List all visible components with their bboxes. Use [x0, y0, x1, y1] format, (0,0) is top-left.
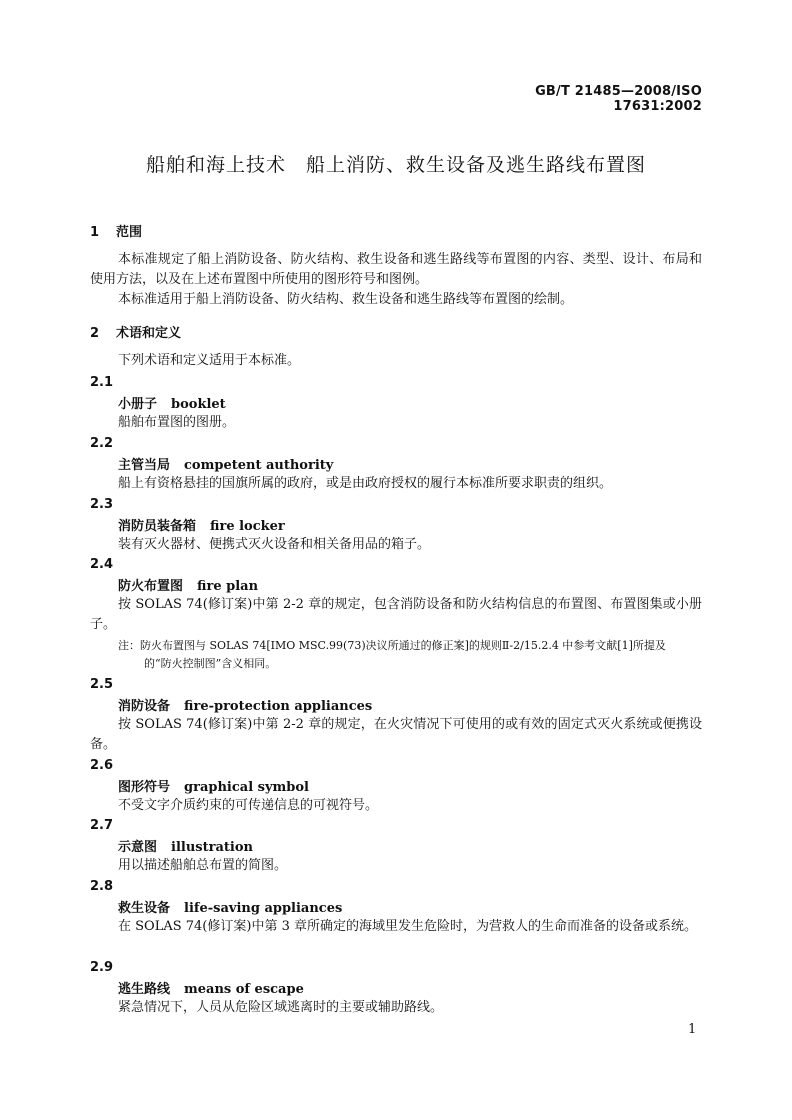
entry-number: 2.6 — [90, 758, 114, 773]
term-definition: 装有灭火器材、便携式灭火设备和相关备用品的箱子。 — [118, 537, 431, 552]
term-en: fire-protection appliances — [184, 699, 373, 714]
term-note — [118, 637, 702, 673]
entry-number: 2.3 — [90, 497, 114, 512]
term-heading — [118, 575, 258, 594]
scope-paragraph-2: 本标准适用于船上消防设备、防火结构、救生设备和逃生路线等布置图的绘制。 — [118, 292, 574, 307]
terms-intro: 下列术语和定义适用于本标准。 — [118, 353, 301, 368]
term-definition: 紧急情况下，人员从危险区域逃离时的主要或辅助路线。 — [118, 1000, 444, 1015]
term-heading — [118, 393, 226, 412]
term-en: fire plan — [197, 579, 259, 594]
entry-number: 2.9 — [90, 960, 114, 975]
document-title: 船舶和海上技术 船上消防、救生设备及逃生路线布置图 — [145, 154, 646, 176]
term-definition: 用以描述船舶总布置的简图。 — [118, 858, 288, 873]
page-number: 1 — [688, 1022, 697, 1037]
term-heading — [118, 836, 253, 855]
entry-number: 2.4 — [90, 557, 114, 572]
term-definition: 在 SOLAS 74(修订案)中第 3 章所确定的海域里发生危险时，为营救人的生命而准备的设备或系统。 — [118, 919, 697, 934]
term-heading — [118, 897, 342, 916]
scope-paragraph-1: 本标准规定了船上消防设备、防火结构、救生设备和逃生路线等布置图的内容、类型、设计、布局和使用方法，以及在上述布置图中所使用的图形符号和图例。 — [90, 252, 702, 287]
note-line-2: 的“防火控制图”含义相同。 — [144, 657, 277, 670]
term-heading — [118, 515, 285, 534]
term-zh: 防火布置图 — [118, 579, 184, 594]
term-definition: 船舶布置图的图册。 — [118, 415, 236, 430]
term-definition: 船上有资格悬挂的国旗所属的政府，或是由政府授权的履行本标准所要求职责的组织。 — [118, 476, 613, 491]
section-heading-scope — [90, 221, 142, 240]
term-heading — [118, 776, 309, 795]
term-zh: 消防员装备箱 — [118, 519, 197, 534]
entry-number: 2.8 — [90, 879, 114, 894]
term-definition: 按 SOLAS 74(修订案)中第 2-2 章的规定，包含消防设备和防火结构信息的布置图、布置图集或小册子。 — [90, 597, 702, 632]
section-number: 1 — [90, 225, 100, 240]
note-line-1: 注：防火布置图与 SOLAS 74[IMO MSC.99(73)决议所通过的修正案]的规则Ⅱ-2/15.2.4 中参考文献[1]所提及 — [118, 639, 666, 652]
term-en: illustration — [171, 840, 253, 855]
term-zh: 图形符号 — [118, 780, 171, 795]
term-zh: 小册子 — [118, 397, 158, 412]
term-zh: 逃生路线 — [118, 982, 171, 997]
entry-number: 2.7 — [90, 818, 114, 833]
term-en: booklet — [171, 397, 226, 412]
term-zh: 主管当局 — [118, 458, 171, 473]
term-definition: 不受文字介质约束的可传递信息的可视符号。 — [118, 798, 379, 813]
term-heading — [118, 978, 304, 997]
entry-number: 2.1 — [90, 375, 114, 390]
term-definition: 按 SOLAS 74(修订案)中第 2-2 章的规定，在火灾情况下可使用的或有效的固定式灭火系统或便携设备。 — [90, 717, 702, 752]
term-heading — [118, 454, 333, 473]
entry-number: 2.5 — [90, 677, 114, 692]
term-en: graphical symbol — [184, 780, 309, 795]
term-en: life-saving appliances — [184, 901, 343, 916]
section-title: 术语和定义 — [116, 326, 182, 341]
term-heading — [118, 695, 372, 714]
entry-number: 2.2 — [90, 436, 114, 451]
section-number: 2 — [90, 326, 100, 341]
section-title: 范围 — [116, 225, 143, 240]
term-zh: 消防设备 — [118, 699, 171, 714]
section-heading-terms — [90, 322, 181, 341]
term-en: means of escape — [184, 982, 304, 997]
standard-number-header: GB/T 21485—2008/ISO 17631:2002 — [535, 84, 702, 114]
term-en: competent authority — [184, 458, 334, 473]
term-zh: 救生设备 — [118, 901, 171, 916]
term-zh: 示意图 — [118, 840, 158, 855]
term-en: fire locker — [210, 519, 285, 534]
